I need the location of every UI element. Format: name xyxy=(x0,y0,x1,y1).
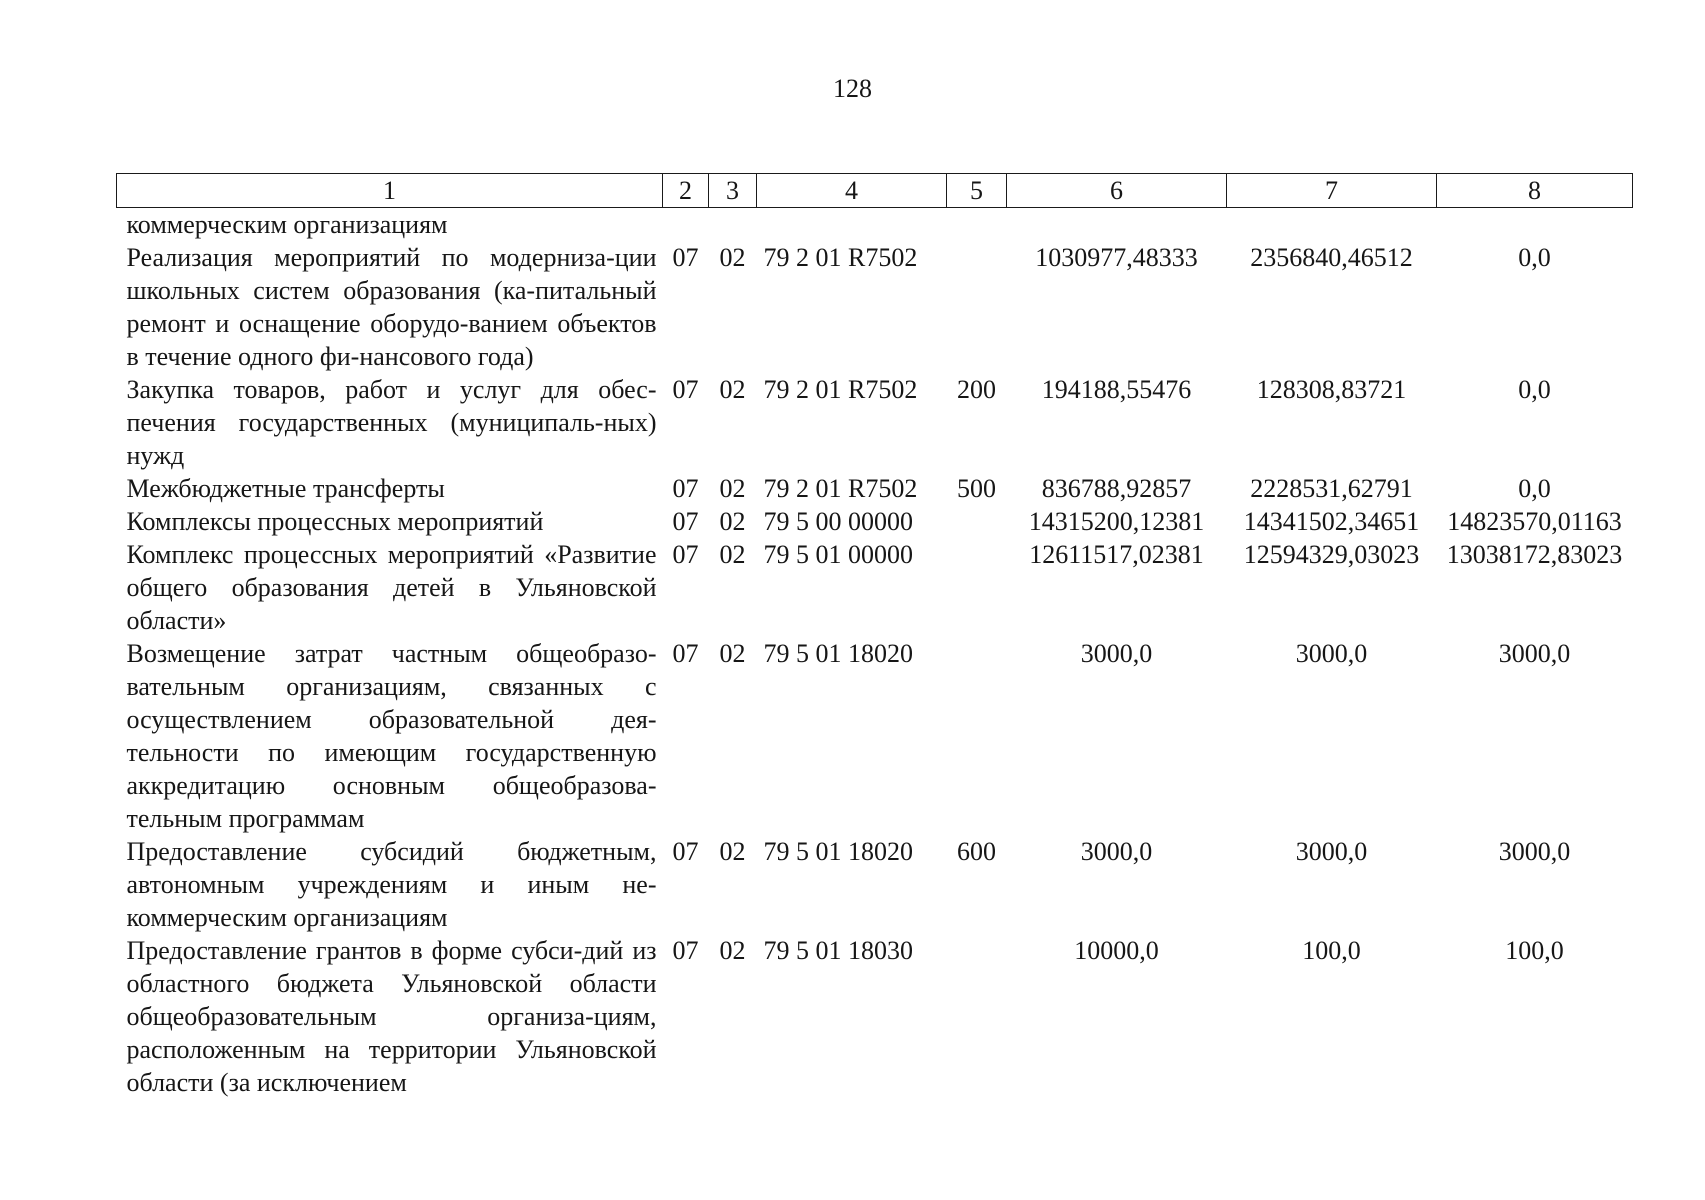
amount-year-2: 12594329,03023 xyxy=(1243,540,1420,569)
target-article-code: 79 5 01 18020 xyxy=(763,639,913,668)
amount-year-3: 100,0 xyxy=(1505,936,1564,965)
table-row xyxy=(117,934,1633,1099)
amount-year-3: 0,0 xyxy=(1518,243,1551,272)
amount-year-1: 194188,55476 xyxy=(1041,375,1192,404)
row-name: Реализация мероприятий по модерниза-ции школьных систем образования (ка-питальный ремонт и оснащение оборудо-ванием объектов в течение одного фи-нансового года) xyxy=(126,243,657,371)
row-name-cell xyxy=(117,241,663,373)
row-name: Комплекс процессных мероприятий «Развитие общего образования детей в Ульяновской области» xyxy=(126,540,657,635)
section-code: 07 xyxy=(672,936,699,965)
subsection-code xyxy=(709,208,757,242)
subsection-code: 02 xyxy=(719,837,746,866)
row-name: коммерческим организациям xyxy=(126,210,448,239)
column-header-3: 3 xyxy=(709,174,757,208)
table-row xyxy=(117,472,1633,505)
amount-year-2: 3000,0 xyxy=(1295,837,1368,866)
amount-year-1: 12611517,02381 xyxy=(1029,540,1204,569)
row-name-cell xyxy=(117,208,663,242)
expense-type-code: 600 xyxy=(957,837,996,866)
amount-year-1 xyxy=(1007,208,1227,242)
subsection-code: 02 xyxy=(719,936,746,965)
row-name-cell xyxy=(117,538,663,637)
column-header-5: 5 xyxy=(947,174,1007,208)
subsection-code: 02 xyxy=(719,540,746,569)
expense-type-code xyxy=(947,637,1007,835)
section-code xyxy=(663,208,709,242)
amount-year-1: 14315200,12381 xyxy=(1028,507,1205,536)
table-row xyxy=(117,241,1633,373)
row-name-cell xyxy=(117,637,663,835)
row-name-cell xyxy=(117,934,663,1099)
target-article-code: 79 5 01 18030 xyxy=(763,936,913,965)
amount-year-3: 0,0 xyxy=(1518,375,1551,404)
section-code: 07 xyxy=(672,540,699,569)
subsection-code: 02 xyxy=(719,375,746,404)
expense-type-code: 200 xyxy=(957,375,996,404)
expense-type-code xyxy=(947,505,1007,538)
expense-type-code xyxy=(947,934,1007,1099)
header-row xyxy=(117,174,1633,208)
row-name: Предоставление субсидий бюджетным, автономным учреждениям и иным не-коммерческим организациям xyxy=(126,837,657,932)
table-row xyxy=(117,835,1633,934)
row-name: Предоставление грантов в форме субси-дий из областного бюджета Ульяновской области общеобразовательным организа-циям, расположенным на территории Ульяновской области (за исключением xyxy=(126,936,657,1097)
amount-year-1: 10000,0 xyxy=(1074,936,1159,965)
column-header-7: 7 xyxy=(1227,174,1437,208)
amount-year-3: 0,0 xyxy=(1518,474,1551,503)
row-name-cell xyxy=(117,505,663,538)
section-code: 07 xyxy=(672,639,699,668)
amount-year-3: 13038172,83023 xyxy=(1446,540,1623,569)
amount-year-2 xyxy=(1227,208,1437,242)
section-code: 07 xyxy=(672,474,699,503)
subsection-code: 02 xyxy=(719,243,746,272)
column-header-8: 8 xyxy=(1437,174,1633,208)
column-header-4: 4 xyxy=(757,174,947,208)
table-body xyxy=(117,208,1633,1100)
target-article-code: 79 5 01 00000 xyxy=(763,540,913,569)
target-article-code: 79 2 01 R7502 xyxy=(763,375,918,404)
page-number: 128 xyxy=(833,74,872,103)
expense-type-code: 500 xyxy=(957,474,996,503)
amount-year-2: 128308,83721 xyxy=(1256,375,1407,404)
table-row xyxy=(117,505,1633,538)
amount-year-2: 3000,0 xyxy=(1295,639,1368,668)
amount-year-2: 14341502,34651 xyxy=(1243,507,1420,536)
amount-year-3: 14823570,01163 xyxy=(1447,507,1622,536)
expense-type-code xyxy=(947,538,1007,637)
expense-type-code xyxy=(947,208,1007,242)
table-row xyxy=(117,637,1633,835)
column-header-2: 2 xyxy=(663,174,709,208)
target-article-code: 79 5 00 00000 xyxy=(763,507,913,536)
expense-type-code xyxy=(947,241,1007,373)
amount-year-1: 3000,0 xyxy=(1080,837,1153,866)
section-code: 07 xyxy=(672,837,699,866)
row-name-cell xyxy=(117,472,663,505)
table-row xyxy=(117,538,1633,637)
row-name-cell xyxy=(117,835,663,934)
target-article-code: 79 2 01 R7502 xyxy=(763,474,918,503)
table-row xyxy=(117,373,1633,472)
row-name: Возмещение затрат частным общеобразо-вательным организациям, связанных с осуществлением образовательной дея-тельности по имеющим государственную аккредитацию основным общеобразова-тельным программам xyxy=(126,639,657,833)
amount-year-1: 836788,92857 xyxy=(1041,474,1192,503)
section-code: 07 xyxy=(672,507,699,536)
budget-table xyxy=(116,173,1633,1099)
column-header-1: 1 xyxy=(117,174,663,208)
amount-year-2: 2228531,62791 xyxy=(1250,474,1413,503)
row-name: Комплексы процессных мероприятий xyxy=(126,507,544,536)
amount-year-2: 2356840,46512 xyxy=(1250,243,1413,272)
amount-year-3: 3000,0 xyxy=(1498,639,1571,668)
column-header-6: 6 xyxy=(1007,174,1227,208)
target-article-code: 79 2 01 R7502 xyxy=(763,243,918,272)
amount-year-3 xyxy=(1437,208,1633,242)
amount-year-3: 3000,0 xyxy=(1498,837,1571,866)
subsection-code: 02 xyxy=(719,507,746,536)
target-article-code xyxy=(757,208,947,242)
amount-year-2: 100,0 xyxy=(1302,936,1361,965)
subsection-code: 02 xyxy=(719,474,746,503)
subsection-code: 02 xyxy=(719,639,746,668)
amount-year-1: 3000,0 xyxy=(1080,639,1153,668)
amount-year-1: 1030977,48333 xyxy=(1035,243,1198,272)
section-code: 07 xyxy=(672,375,699,404)
section-code: 07 xyxy=(672,243,699,272)
target-article-code: 79 5 01 18020 xyxy=(763,837,913,866)
table-row xyxy=(117,208,1633,242)
row-name: Закупка товаров, работ и услуг для обес-печения государственных (муниципаль-ных) нужд xyxy=(126,375,657,470)
row-name: Межбюджетные трансферты xyxy=(126,474,445,503)
row-name-cell xyxy=(117,373,663,472)
